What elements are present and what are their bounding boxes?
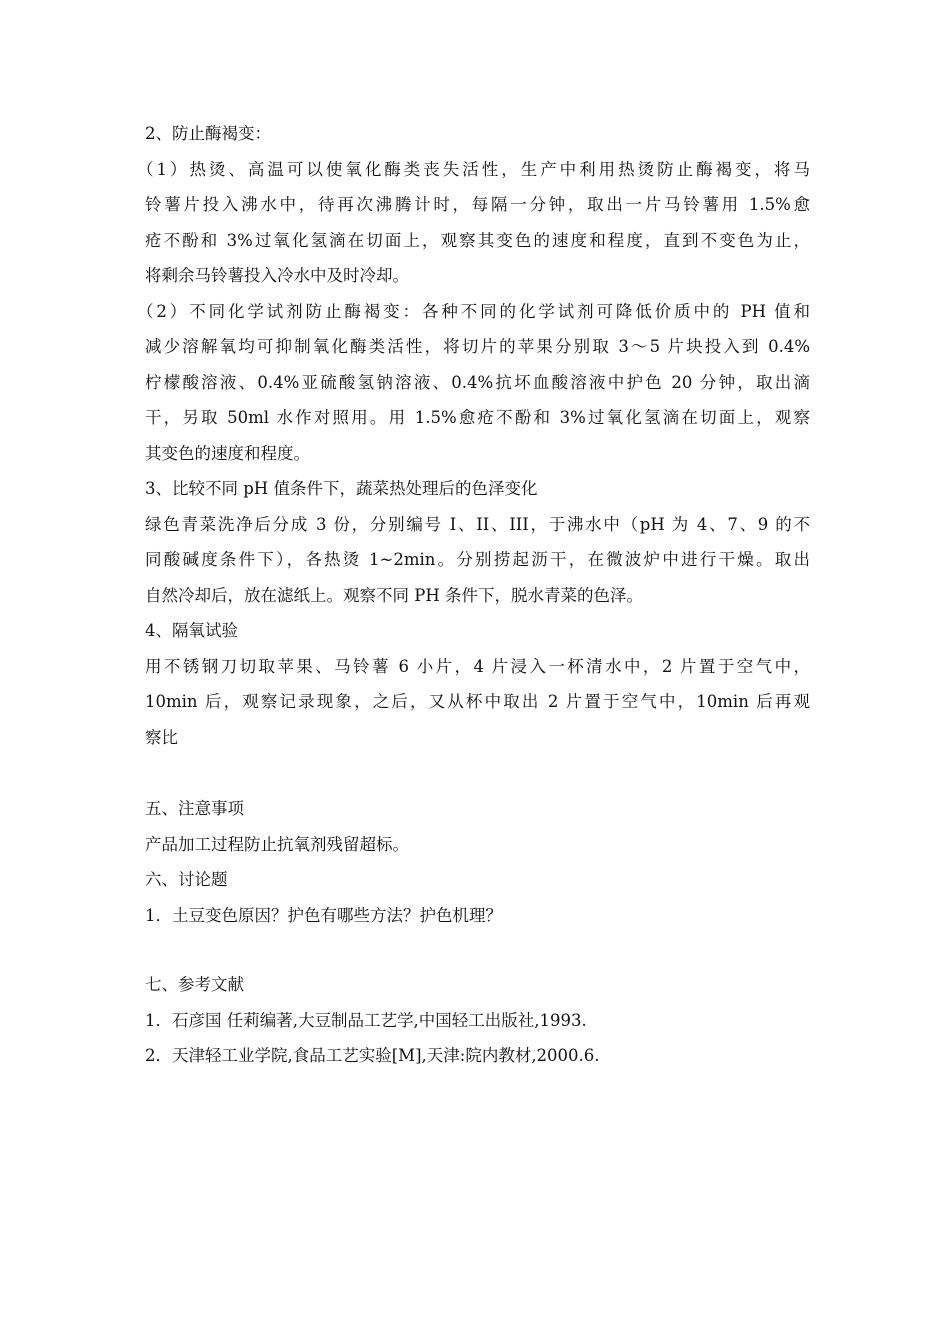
paragraph-line: 干，另取 50ml 水作对照用。用 1.5%愈疮不酚和 3%过氧化氢滴在切面上，观察 — [145, 408, 810, 427]
paragraph-line: 绿色青菜洗净后分成 3 份，分别编号 I、II、III，于沸水中（pH 为 4、7、9 的不 — [145, 514, 810, 534]
section-spacer — [145, 933, 810, 967]
paragraph-line: 铃薯片投入沸水中，待再次沸腾计时，每隔一分钟，取出一片马铃薯用 1.5%愈 — [145, 195, 810, 214]
paragraph-line: 察比 — [145, 727, 178, 747]
discussion-item: 1．土豆变色原因？护色有哪些方法？护色机理？ — [145, 905, 502, 925]
paragraph-line: （1）热烫、高温可以使氧化酶类丧失活性，生产中利用热烫防止酶褐变，将马 — [137, 159, 810, 179]
heading-enzyme-browning: 2、防止酶褐变： — [145, 124, 271, 143]
paragraph-line: 柠檬酸溶液、0.4%亚硫酸氢钠溶液、0.4%抗坏血酸溶液中护色 20 分钟，取出滴 — [145, 372, 810, 392]
paragraph-line: 其变色的速度和程度。 — [145, 443, 310, 463]
reference-item: 1．石彦国 任莉编著,大豆制品工艺学,中国轻工出版社,1993. — [145, 1010, 587, 1030]
paragraph-line: 用不锈钢刀切取苹果、马铃薯 6 小片，4 片浸入一杯清水中，2 片置于空气中， — [145, 656, 810, 676]
paragraph-ph-procedure — [145, 507, 810, 614]
section-spacer — [145, 755, 810, 791]
heading-ph-comparison: 3、比较不同 pH 值条件下，蔬菜热处理后的色泽变化 — [145, 479, 538, 498]
paragraph-line: 将剩余马铃薯投入冷水中及时冷却。 — [145, 266, 409, 285]
paragraph-line: 疮不酚和 3%过氧化氢滴在切面上，观察其变色的速度和程度，直到不变色为止， — [145, 230, 810, 250]
heading-references: 七、参考文献 — [145, 975, 244, 994]
heading-notes: 五、注意事项 — [145, 799, 244, 818]
paragraph-line: 同酸碱度条件下），各热烫 1~2min。分别捞起沥干，在微波炉中进行干燥。取出 — [145, 550, 810, 569]
heading-oxygen-isolation: 4、隔氧试验 — [145, 621, 238, 640]
heading-discussion: 六、讨论题 — [145, 870, 228, 889]
paragraph-line: 自然冷却后，放在滤纸上。观察不同 PH 条件下，脱水青菜的色泽。 — [145, 585, 643, 605]
paragraph-line: 减少溶解氧均可抑制氧化酶类活性，将切片的苹果分别取 3～5 片块投入到 0.4% — [145, 337, 810, 356]
paragraph-line: 10min 后，观察记录现象，之后，又从杯中取出 2 片置于空气中，10min 后再观 — [145, 692, 810, 711]
reference-item: 2．天津轻工业学院,食品工艺实验[M],天津:院内教材,2000.6. — [145, 1046, 600, 1065]
paragraph-chemical-reagents — [137, 294, 810, 472]
paragraph-heat-blanching — [137, 152, 810, 294]
document-body — [137, 116, 810, 1074]
paragraph-oxygen-procedure — [145, 649, 810, 756]
notes-text: 产品加工过程防止抗氧剂残留超标。 — [145, 834, 409, 854]
paragraph-line: （2）不同化学试剂防止酶褐变：各种不同的化学试剂可降低价质中的 PH 值和 — [137, 301, 810, 321]
